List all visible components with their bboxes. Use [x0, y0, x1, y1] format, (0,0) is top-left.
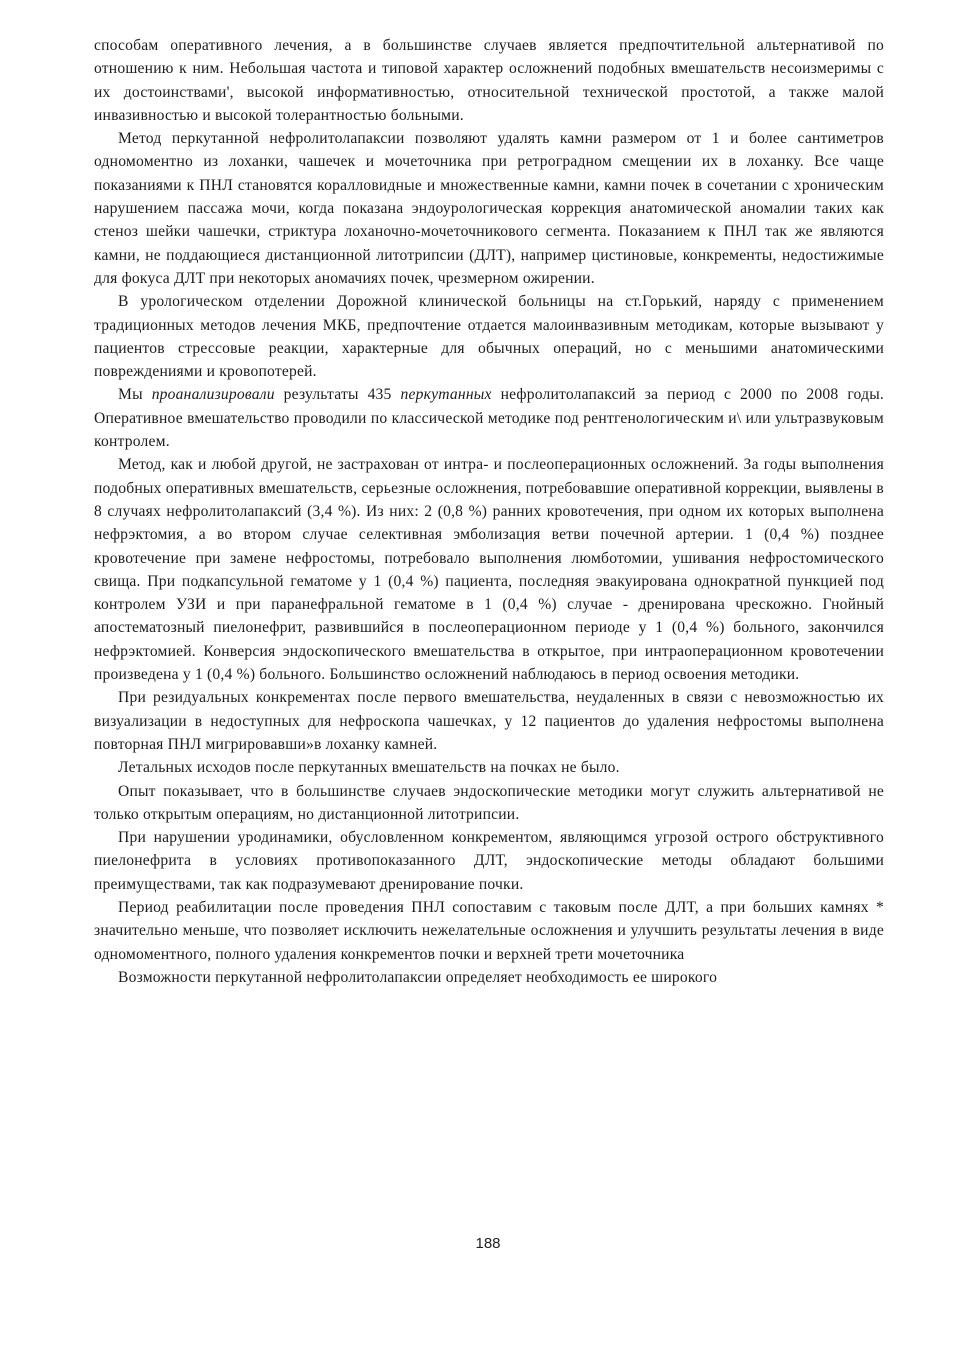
body-text [94, 34, 884, 989]
paragraph-rehabilitation: Период реабилитации после проведения ПНЛ сопоставим с таковым после ДЛТ, а при больших камнях * значительно меньше, что позволяет исключить нежелательные осложнения и улучшить результаты лечения в виде одномоментного, полного удаления конкрементов почки и верхней трети мочеточника [94, 898, 884, 963]
paragraph-possibilities: Возможности перкутанной нефролитолапаксии определяет необходимость ее широкого [118, 968, 718, 986]
analysis-text-end: нефролитолапаксий за период с 2000 по 2008 годы. Оперативное вмешательство проводили по классической методике под рентгенологическим и\ или ультразвуковым контролем. [94, 386, 885, 451]
paragraph-urodynamics: При нарушении уродинамики, обусловленном конкрементом, являющимся угрозой острого обструктивного пиелонефрита в условиях противопоказанного ДЛТ, эндоскопические методы обладают большими преимуществами, так как подразумевают дренирование почки. [94, 829, 884, 893]
paragraph-residual-stones: При резидуальных конкрементах после первого вмешательства, неудаленных в связи с невозможностью их визуализации в недоступных для нефроскопа чашечках, у 12 пациентов до удаления нефростомы выполнена повторная ПНЛ мигрировавши»в лоханку камней. [94, 689, 884, 753]
paragraph-urology-department: В урологическом отделении Дорожной клинической больницы на ст.Горький, наряду с применением традиционных методов лечения МКБ, предпочтение отдается малоинвазивным методикам, которые вызывают у пациентов стрессовые реакции, характерные для обычных операций, но с меньшими анатомическими повреждениями и кровопотерей. [94, 293, 884, 381]
analysis-emphasis-percutaneous: перкутанных [400, 386, 492, 404]
paragraph-pnl-method: Метод перкутанной нефролитолапаксии позволяют удалять камни размером от 1 и более сантиметров одномоментно из лоханки, чашечек и мочеточника при ретроградном смещении их в лоханку. Все чаще показаниями к ПНЛ становятся коралловидные и множественные камни, камни почек в сочетании с хроническим нарушением пассажа мочи, когда показана эндоурологическая коррекция анатомической аномалии таких как стеноз шейки чашечки, стриктура лоханочно-мочеточникового сегмента. Показанием к ПНЛ так же являются камни, не поддающиеся дистанционной литотрипсии (ДЛТ), например цистиновые, конкременты, недостижимые для фокуса ДЛТ при некоторых аномачиях почек, чрезмерном ожирении. [94, 130, 884, 287]
analysis-emphasis-analyzed: проанализировали [151, 386, 275, 404]
paragraph-complications: Метод, как и любой другой, не застрахован от интра- и послеоперационных осложнений. За годы выполнения подобных оперативных вмешательств, серьезные осложнения, потребовавшие оперативной коррекции, выявлены в 8 случаях нефролитолапаксий (3,4 %). Из них: 2 (0,8 %) ранних кровотечения, при одном их которых выполнена нефрэктомия, а во втором случае селективная эмболизация ветви почечной артерии. 1 (0,4 %) позднее кровотечение при замене нефростомы, потребовало выполнения люмботомии, ушивания нефростомического свища. При подкапсульной гематоме у 1 (0,4 %) пациента, последняя эвакуирована однократной пункцией под контролем УЗИ и при паранефральной гематоме в 1 (0,4 %) случае - дренирована чрескожно. Гнойный апостематозный пиелонефрит, развившийся в послеоперационном периоде у 1 (0,4 %) больного, закончился нефрэктомией. Конверсия эндоскопического вмешательства в открытое, при интраоперационном кровотечении произведена у 1 (0,4 %) больного. Большинство осложнений наблюдаюсь в период освоения методики. [94, 456, 884, 684]
analysis-text-middle: результаты 435 [274, 386, 401, 404]
page-number: 188 [475, 1235, 501, 1252]
analysis-text-start: Мы [118, 386, 152, 404]
paragraph-experience: Опыт показывает, что в большинстве случаев эндоскопические методики могут служить альтернативой не только открытым операциям, но дистанционной литотрипсии. [94, 782, 884, 823]
paragraph-no-fatalities: Летальных исходов после перкутанных вмешательств на почках не было. [118, 759, 620, 777]
paragraph-analysis-results [94, 383, 884, 453]
paragraph-continuation: способам оперативного лечения, а в большинстве случаев является предпочтительной альтернативой по отношению к ним. Небольшая частота и типовой характер осложнений подобных вмешательств несоизмеримы с их достоинствами', высокой информативностью, относительной технической простотой, а также малой инвазивностью и высокой толерантностью больными. [94, 37, 884, 124]
